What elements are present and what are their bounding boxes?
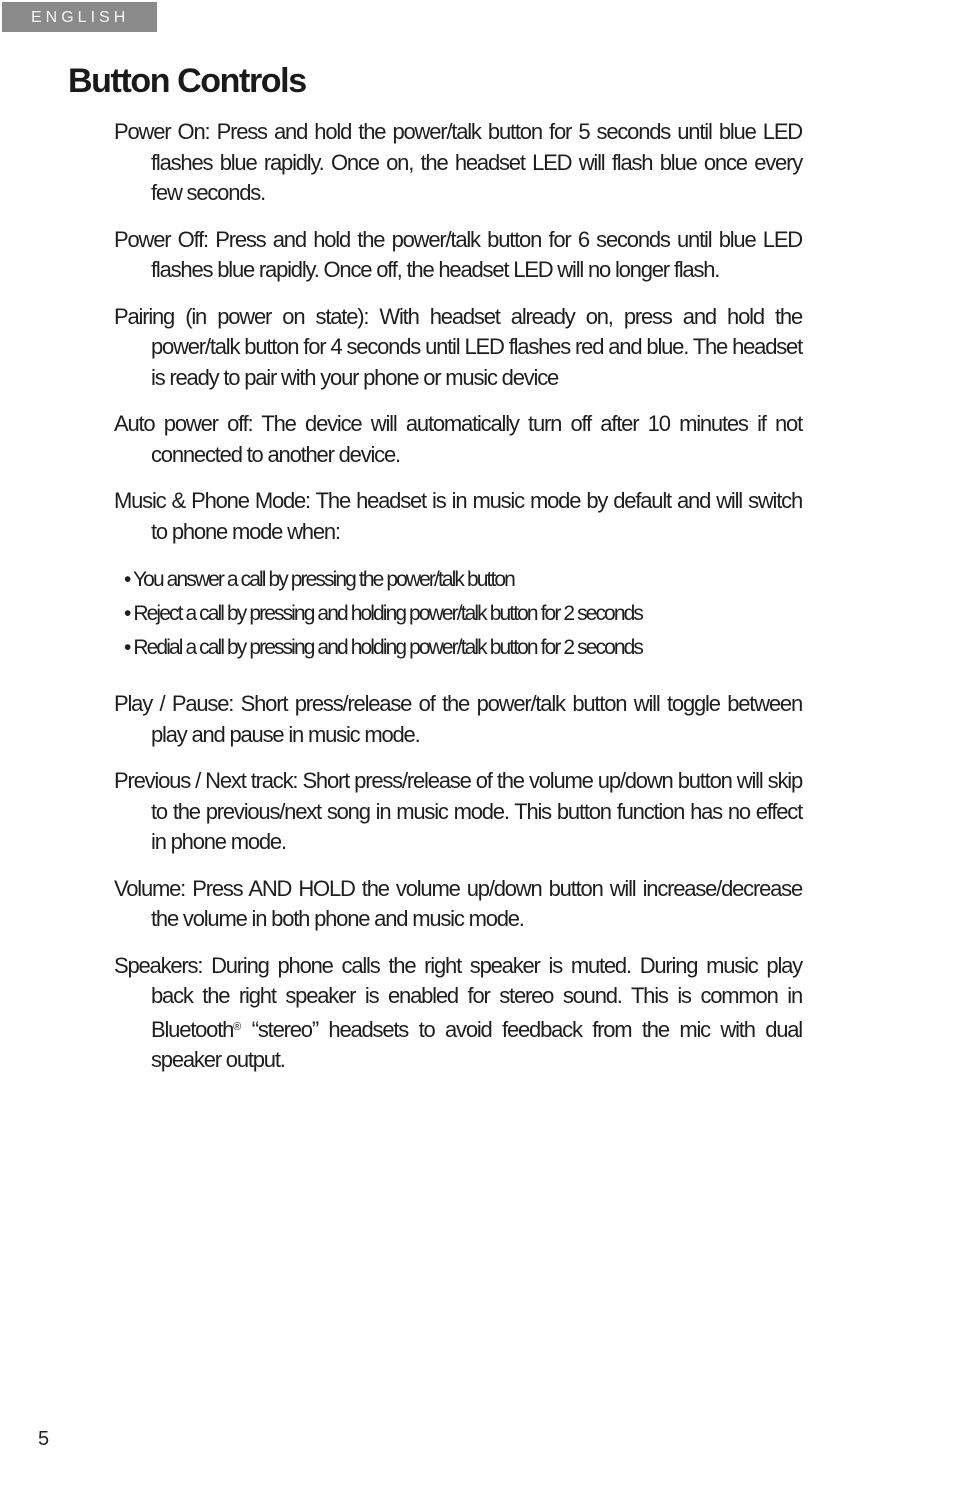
volume-paragraph: Volume: Press AND HOLD the volume up/down button will increase/decrease the volume in both phone and music mode.: [114, 875, 802, 931]
power-on-paragraph: Power On: Press and hold the power/talk button for 5 seconds until blue LED flashes blue rapidly. Once on, the headset LED will flash blue once every few seconds.: [114, 119, 802, 205]
music-phone-mode-paragraph: Music & Phone Mode: The headset is in music mode by default and will switch to phone mode when:: [114, 488, 802, 544]
play-pause-paragraph: Play / Pause: Short press/release of the power/talk button will toggle between play and pause in music mode.: [114, 691, 802, 747]
phone-mode-bullet-list: [124, 563, 802, 665]
auto-power-off-paragraph: Auto power off: The device will automatically turn off after 10 minutes if not connected to another device.: [114, 411, 802, 467]
registered-trademark-mark: ®: [233, 1020, 242, 1033]
page-title: Button Controls: [68, 62, 306, 100]
list-item: • You answer a call by pressing the power/talk button: [124, 568, 514, 591]
list-item: • Reject a call by pressing and holding power/talk button for 2 seconds: [124, 602, 642, 625]
speakers-paragraph: [114, 951, 802, 1076]
pairing-paragraph: Pairing (in power on state): With headset already on, press and hold the power/talk button for 4 seconds until LED flashes red and blue. The headset is ready to pair with your phone or music device: [114, 303, 802, 390]
speakers-text-start: Speakers: During phone calls the right speaker is muted. During music play back the right speaker is enabled for stereo sound. This is common in Bluetooth: [114, 952, 802, 1042]
list-item: • Redial a call by pressing and holding power/talk button for 2 seconds: [124, 636, 643, 659]
page-number: 5: [38, 1428, 50, 1450]
button-controls-content: [114, 117, 802, 1092]
previous-next-track-paragraph: Previous / Next track: Short press/release of the volume up/down button will skip to the previous/next song in music mode. This button function has no effect in phone mode.: [114, 768, 802, 854]
speakers-text-end: “stereo” headsets to avoid feedback from the mic with dual speaker output.: [151, 1016, 802, 1072]
power-off-paragraph: Power Off: Press and hold the power/talk button for 6 seconds until blue LED flashes blue rapidly. Once off, the headset LED will no longer flash.: [114, 226, 802, 282]
language-tab: ENGLISH: [2, 2, 157, 32]
